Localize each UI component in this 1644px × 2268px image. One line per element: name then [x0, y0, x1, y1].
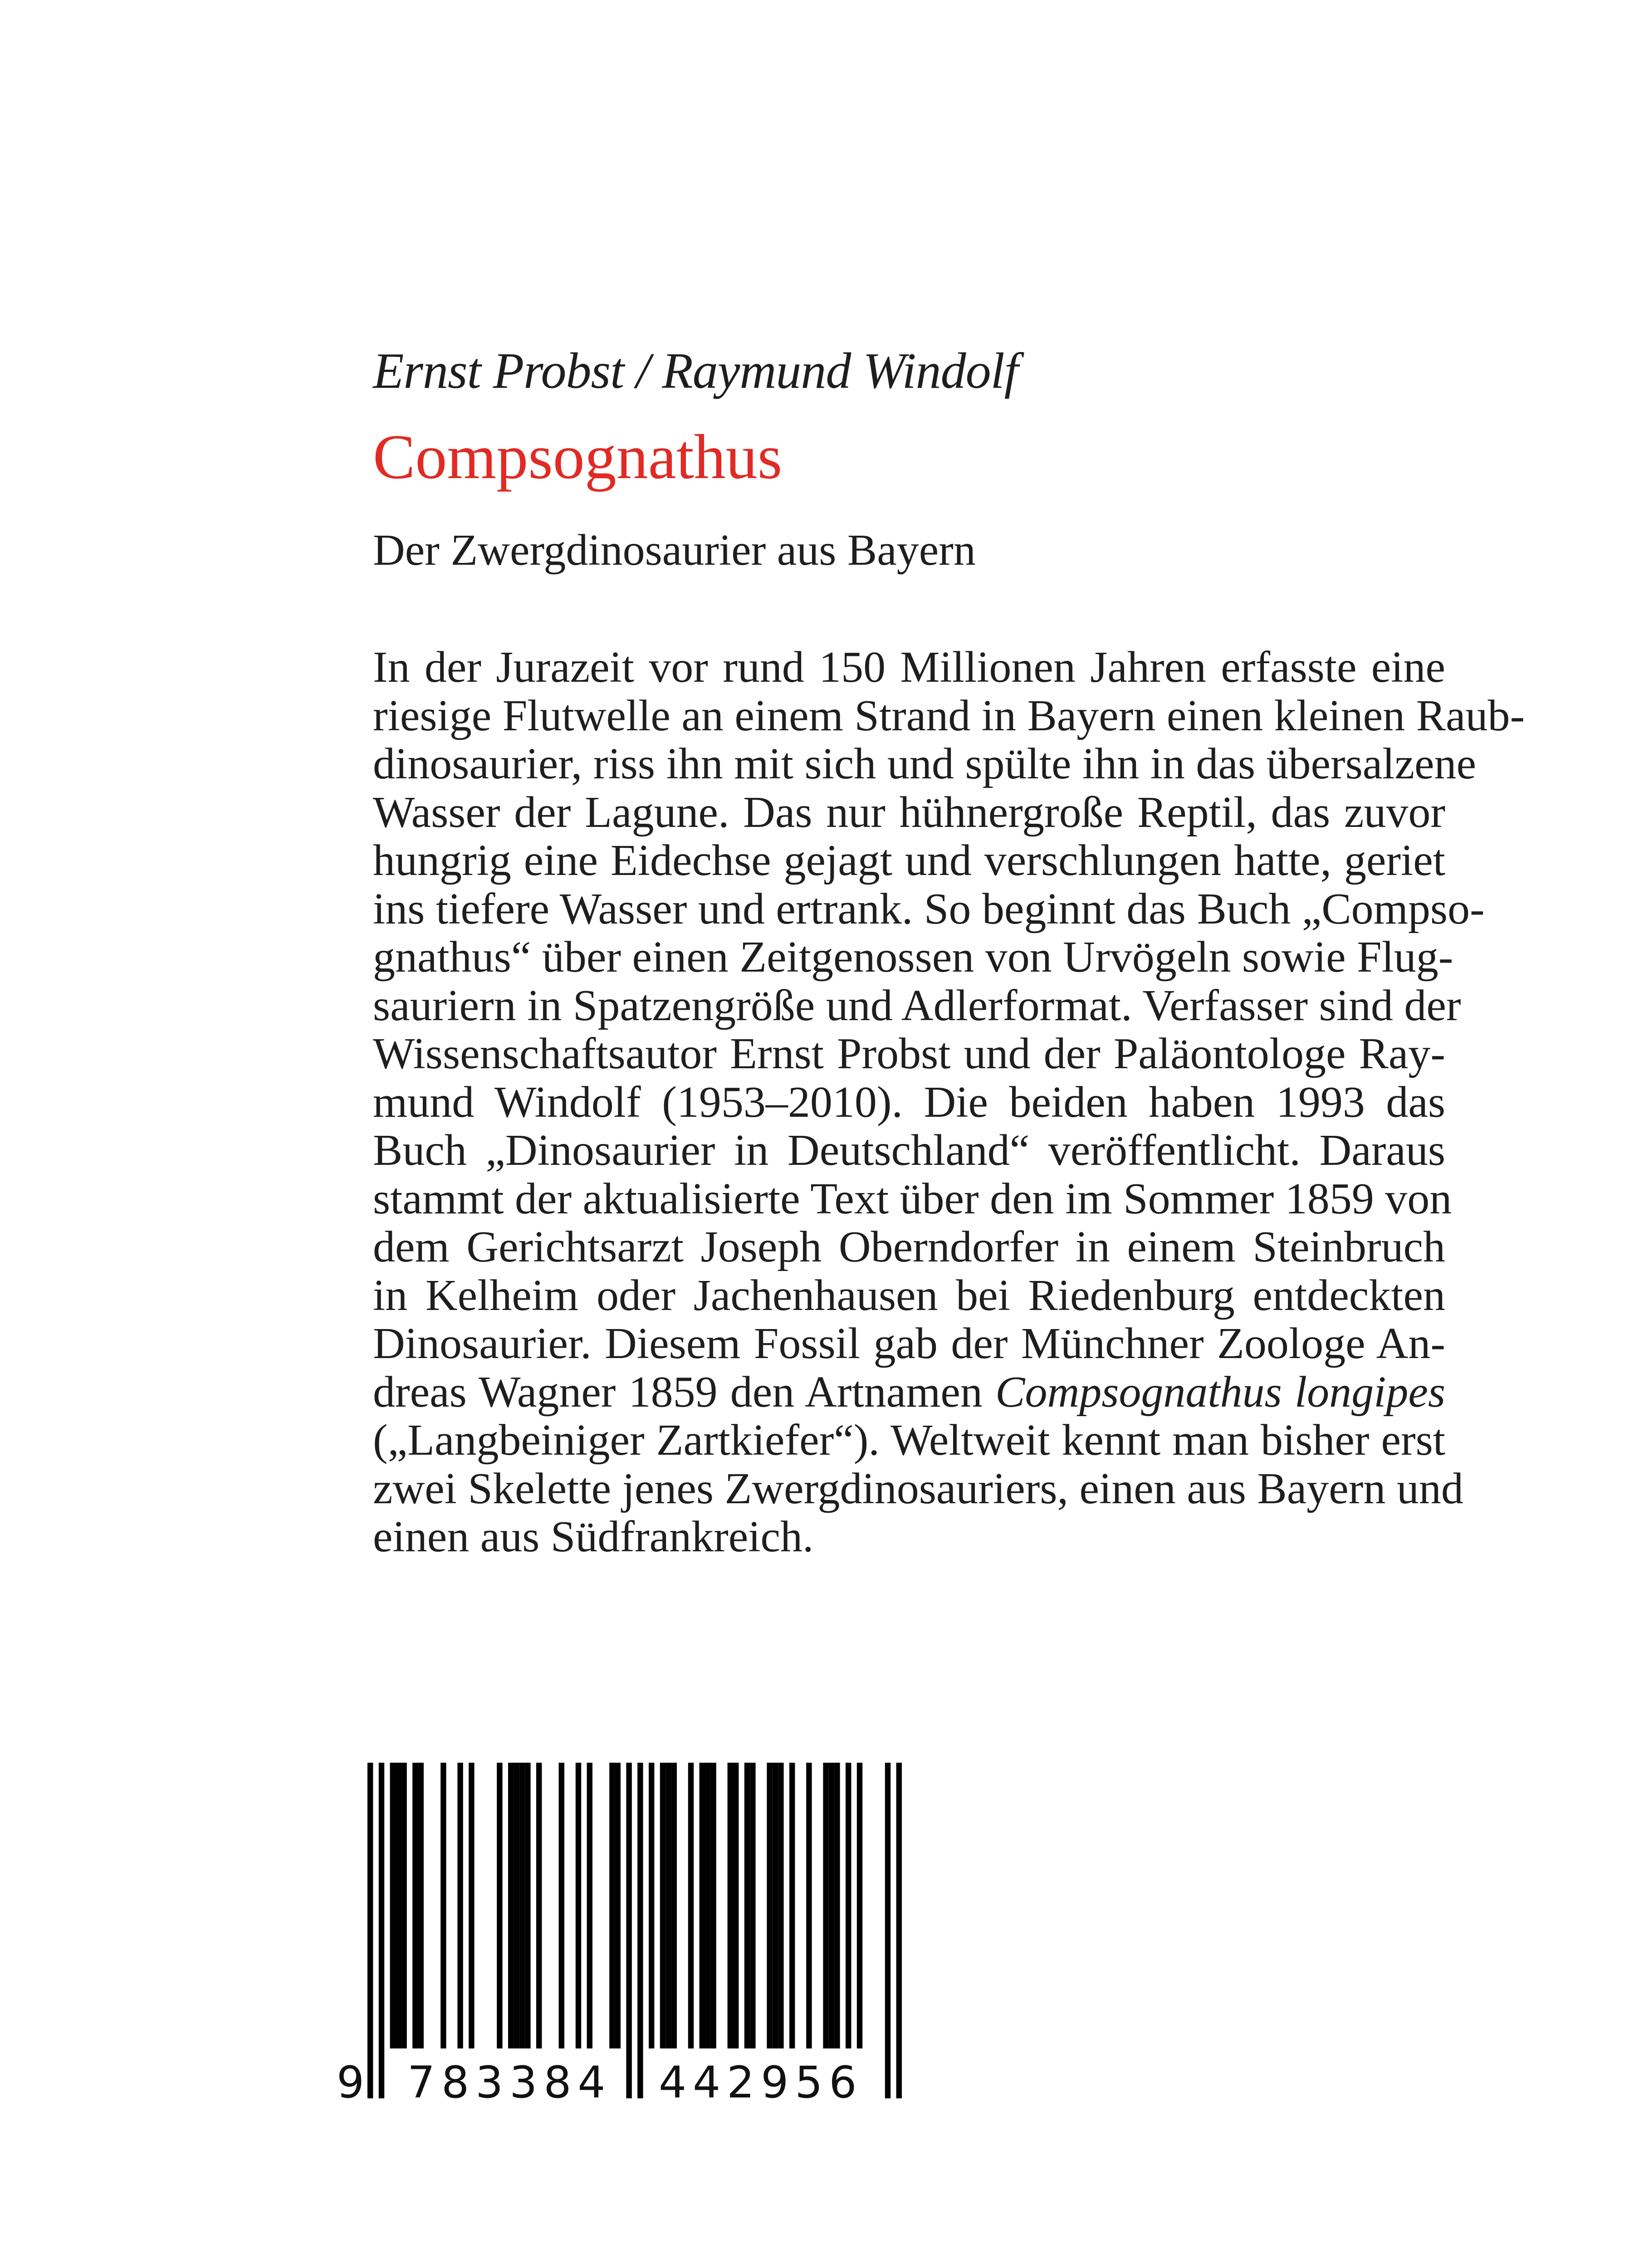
barcode-bar	[587, 1763, 592, 2048]
barcode-bar	[660, 1763, 665, 2048]
barcode-bar	[559, 1763, 564, 2048]
blurb-line: Dinosaurier. Diesem Fossil gab der Münchner Zoologe An-	[373, 1319, 1445, 1368]
barcode-bar	[846, 1763, 851, 2048]
blurb-line: gnathus“ über einen Zeitgenossen von Urvögeln sowie Flug-	[373, 933, 1453, 982]
barcode-bar	[508, 1763, 514, 2048]
book-subtitle: Der Zwergdinosaurier aus Bayern	[373, 526, 976, 575]
blurb-line: In der Jurazeit vor rund 150 Millionen Jahren erfasste eine	[373, 643, 1445, 692]
barcode-guard-bar	[367, 1763, 373, 2098]
blurb-line: sauriern in Spatzengröße und Adlerformat. Verfasser sind der	[373, 981, 1461, 1030]
barcode-guard-bar	[896, 1763, 902, 2098]
barcode-bar	[750, 1763, 755, 2048]
barcode-bar	[497, 1763, 502, 2048]
blurb-line: dinosaurier, riss ihn mit sich und spülte ihn in das übersalzene	[373, 739, 1477, 788]
barcode-bar	[823, 1763, 828, 2048]
barcode-bar	[396, 1763, 401, 2048]
barcode-bar	[514, 1763, 519, 2048]
barcode-bar	[857, 1763, 862, 2048]
blurb-line: hungrig eine Eidechse gejagt und verschlungen hatte, geriet	[373, 836, 1445, 885]
blurb-line: Wasser der Lagune. Das nur hühnergroße Reptil, das zuvor	[373, 787, 1445, 837]
barcode-guard-bar	[637, 1763, 643, 2098]
barcode-bar	[649, 1763, 654, 2048]
blurb-line: Wissenschaftsautor Ernst Probst und der Paläontologe Ray-	[373, 1029, 1445, 1078]
barcode-bar	[401, 1763, 406, 2048]
barcode-bar	[671, 1763, 677, 2048]
barcode-bar	[700, 1763, 705, 2048]
blurb-line	[373, 1368, 1445, 1417]
barcode-bar	[829, 1763, 834, 2048]
blurb-line: mund Windolf (1953–2010). Die beiden haben 1993 das	[373, 1077, 1445, 1127]
blurb-line: in Kelheim oder Jachenhausen bei Riedenburg entdeckten	[373, 1271, 1445, 1320]
blurb-line: ins tiefere Wasser und ertrank. So beginnt das Buch „Compso-	[373, 884, 1485, 934]
blurb-line: dem Gerichtsarzt Joseph Oberndorfer in einem Steinbruch	[373, 1222, 1445, 1271]
barcode-bar	[609, 1763, 615, 2048]
blurb-line: einen aus Südfrankreich.	[373, 1512, 814, 1561]
authors: Ernst Probst / Raymund Windolf	[373, 343, 1018, 399]
barcode-bar	[789, 1763, 795, 2048]
barcode-bar	[536, 1763, 542, 2048]
barcode-bar	[440, 1763, 446, 2048]
blurb-line: stammt der aktualisierte Text über den im Sommer 1859 von	[373, 1174, 1452, 1223]
barcode-bar	[767, 1763, 772, 2048]
barcode-left-digits: 783384	[407, 2057, 612, 2108]
blurb-line-text: dreas Wagner 1859 den Artnamen	[373, 1367, 996, 1417]
blurb-text	[373, 643, 1525, 1561]
barcode-bar	[576, 1763, 581, 2048]
barcode-bar	[418, 1763, 424, 2048]
blurb-line: zwei Skelette jenes Zwergdinosauriers, einen aus Bayern und	[373, 1464, 1463, 1513]
species-name: Compsognathus longipes	[995, 1367, 1445, 1417]
blurb-line: Buch „Dinosaurier in Deutschland“ veröffentlicht. Daraus	[373, 1126, 1445, 1175]
isbn-barcode	[331, 1763, 903, 2108]
barcode-bar	[665, 1763, 671, 2048]
barcode-bar	[744, 1763, 750, 2048]
barcode-bar	[412, 1763, 418, 2048]
barcode-bar	[778, 1763, 783, 2048]
barcode-bar	[457, 1763, 463, 2048]
barcode-bar	[615, 1763, 621, 2048]
barcode-bar	[834, 1763, 840, 2048]
barcode-bar	[688, 1763, 694, 2048]
barcode-bar	[710, 1763, 716, 2048]
barcode-guard-bar	[885, 1763, 890, 2098]
barcode-bar	[773, 1763, 778, 2048]
barcode-first-digit: 9	[337, 2057, 371, 2108]
blurb-line: („Langbeiniger Zartkiefer“). Weltweit kennt man bisher erst	[373, 1416, 1445, 1465]
barcode-bars	[331, 1763, 903, 2098]
barcode-bar	[469, 1763, 474, 2048]
barcode-bar	[728, 1763, 733, 2048]
barcode-bar	[806, 1763, 812, 2048]
barcode-guard-bar	[379, 1763, 384, 2098]
book-title: Compsognathus	[373, 422, 783, 492]
barcode-guard-bar	[626, 1763, 631, 2098]
barcode-bar	[733, 1763, 739, 2048]
barcode-bar	[705, 1763, 710, 2048]
barcode-right-digits: 442956	[659, 2057, 863, 2108]
barcode-bar	[519, 1763, 525, 2048]
barcode-bar	[390, 1763, 396, 2048]
blurb-line: riesige Flutwelle an einem Strand in Bayern einen kleinen Raub-	[373, 691, 1525, 740]
barcode-bar	[525, 1763, 530, 2048]
